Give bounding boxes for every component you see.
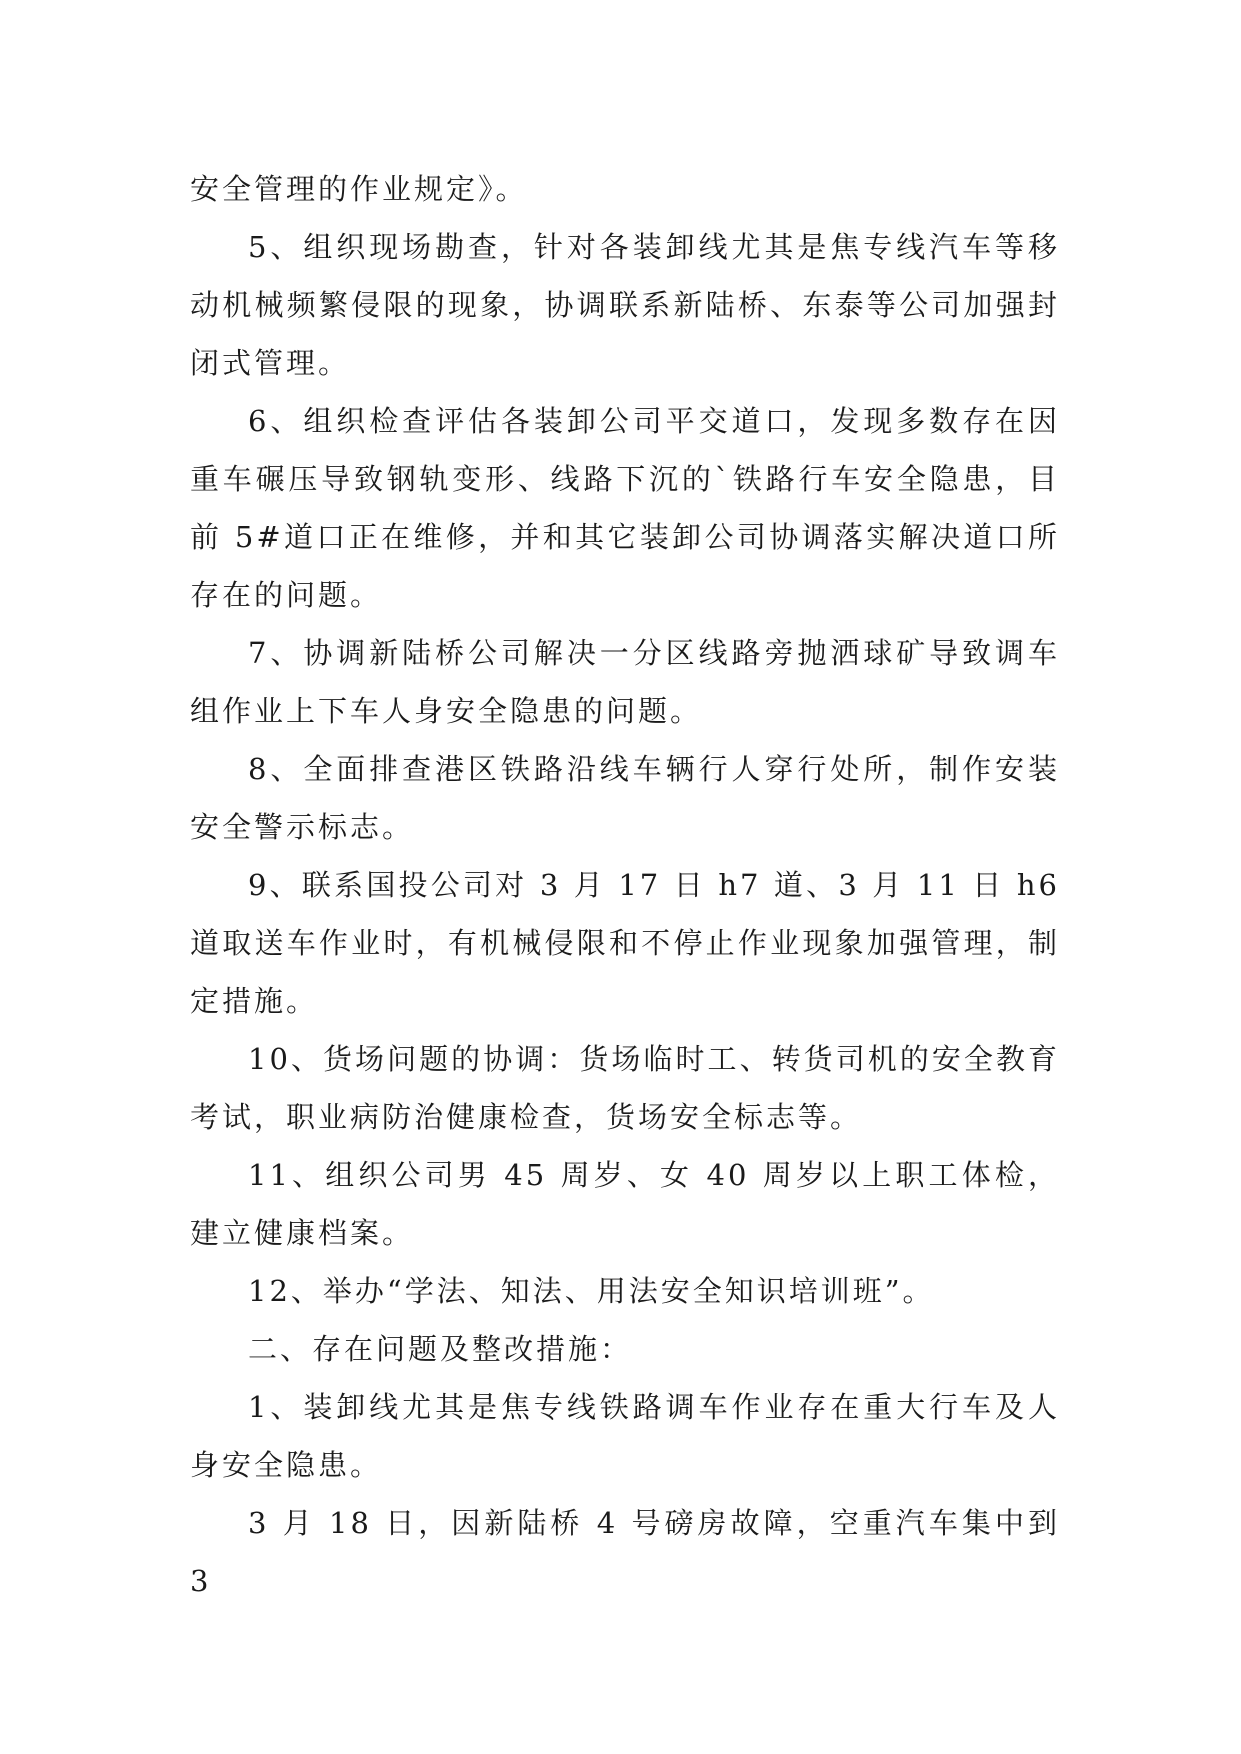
paragraph-item-5: 5、组织现场勘查，针对各装卸线尤其是焦专线汽车等移动机械频繁侵限的现象，协调联系新陆桥、东泰等公司加强封闭式管理。 [190, 230, 1060, 380]
paragraph-continuation: 安全管理的作业规定》。 [190, 172, 528, 206]
paragraph-problem-detail: 3 月 18 日，因新陆桥 4 号磅房故障，空重汽车集中到 3 [190, 1506, 1060, 1598]
paragraph-item-11: 11、组织公司男 45 周岁、女 40 周岁以上职工体检，建立健康档案。 [190, 1158, 1060, 1250]
paragraph-item-6: 6、组织检查评估各装卸公司平交道口，发现多数存在因重车碾压导致钢轨变形、线路下沉的`铁路行车安全隐患，目前 5#道口正在维修，并和其它装卸公司协调落实解决道口所存在的问题。 [190, 404, 1060, 612]
paragraph-problem-1: 1、装卸线尤其是焦专线铁路调车作业存在重大行车及人身安全隐患。 [190, 1390, 1060, 1482]
paragraph-item-7: 7、协调新陆桥公司解决一分区线路旁抛洒球矿导致调车组作业上下车人身安全隐患的问题。 [190, 636, 1060, 728]
section-heading-problems: 二、存在问题及整改措施： [248, 1332, 633, 1366]
paragraph-item-9: 9、联系国投公司对 3 月 17 日 h7 道、3 月 11 日 h6 道取送车作业时，有机械侵限和不停止作业现象加强管理，制定措施。 [190, 868, 1060, 1018]
paragraph-item-12: 12、举办“学法、知法、用法安全知识培训班”。 [248, 1274, 935, 1308]
paragraph-item-8: 8、全面排查港区铁路沿线车辆行人穿行处所，制作安装安全警示标志。 [190, 752, 1060, 844]
paragraph-item-10: 10、货场问题的协调：货场临时工、转货司机的安全教育考试，职业病防治健康检查，货场安全标志等。 [190, 1042, 1060, 1134]
document-body [190, 160, 1060, 1610]
